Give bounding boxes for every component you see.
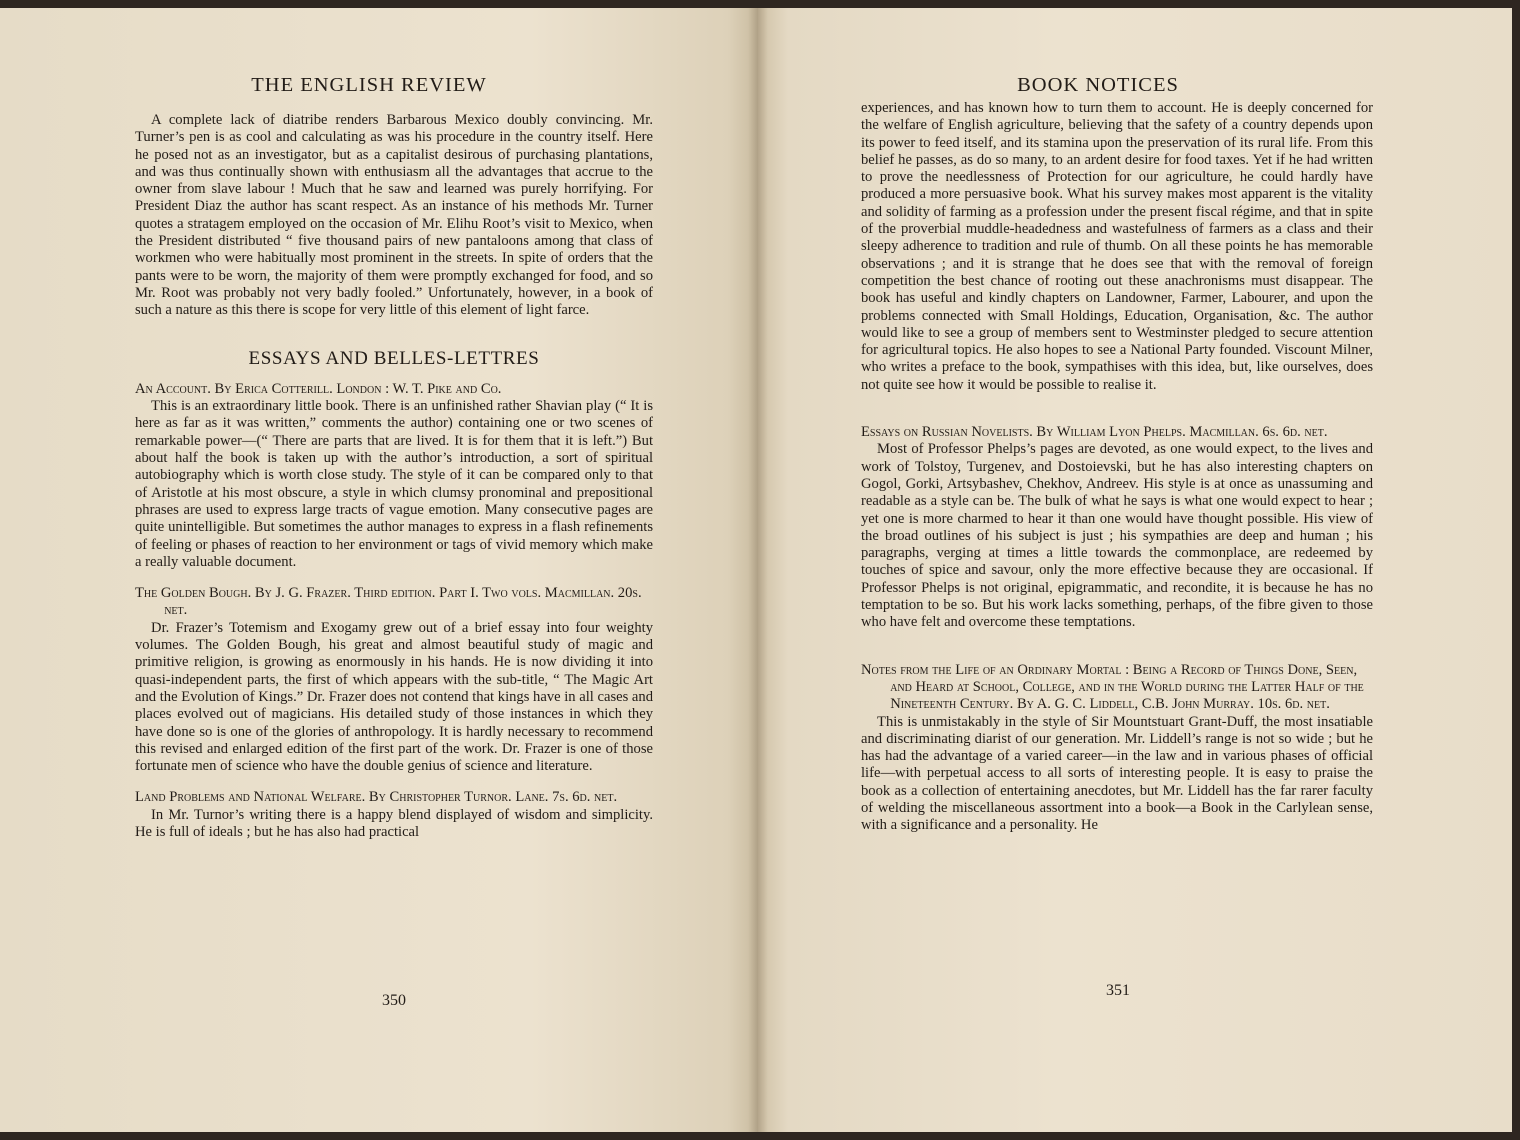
book-gutter: [748, 8, 768, 1132]
review-entry: [135, 789, 653, 841]
left-text-column: [135, 112, 653, 841]
left-page: [0, 8, 758, 1132]
entry-body: Dr. Frazer’s Totemism and Exogamy grew out of a brief essay into four weighty volumes. The Golden Bough, his great and almost beautiful study of magic and primitive religion, is growing as enormously in his hands. He is now dividing it into quasi-independent parts, the first of which appears with the sub-title, “ The Magic Art and the Evolution of Kings.” Dr. Frazer does not contend that kings have in all cases and places evolved out of magicians. His detailed study of those instances in which they have done so is one of the glories of anthropology. It is hardly necessary to recommend this revised and enlarged edition of the first part of the work. Dr. Frazer is one of those fortunate men of science who have the double genius of science and literature.: [135, 619, 653, 775]
review-entry: [135, 381, 653, 571]
running-head-right: BOOK NOTICES: [1017, 74, 1179, 96]
page-number-left: 350: [382, 992, 406, 1009]
page-number-right: 351: [1106, 982, 1130, 999]
entry-body: Most of Professor Phelps’s pages are devoted, as one would expect, to the lives and work of Tolstoy, Turgenev, and Dostoievski, but he has also interesting chapters on Gogol, Gorki, Artsybashev, Chekhov, Andreev. His style is at once as unassuming and readable as a style can be. The bulk of what he says is what one would expect to hear ; yet one is more charmed to hear it than one would have thought possible. His view of the broad outlines of his subject is just ; his sympathies are deep and human ; his paragraphs, verging at times a little towards the commonplace, are redeemed by touches of spice and savour, only the more effective because they are occasional. If Professor Phelps is not original, epigrammatic, and recondite, it is because he has no temptation to be so. But his work lacks something, perhaps, of the fibre given to those who have felt and overcome these temptations.: [861, 441, 1373, 631]
entry-body: This is an extraordinary little book. There is an unfinished rather Shavian play (“ It is here as far as it was written,” comments the author) containing one or two scenes of remarkable power—(“ There are parts that are lived. It is for them that it is left.”) But about half the book is taken up with the author’s introduction, a sort of spiritual autobiography which is worth close study. The style of it can be compared only to that of Aristotle at his most obscure, a style in which clumsy pronominal and prepositional phrases are used to express large tracts of vague emotion. Many consecutive pages are quite unintelligible. But sometimes the author manages to express in a flash refinements of feeling or phases of reaction to her environment or tags of vivid memory which make a really valuable document.: [135, 398, 653, 570]
review-entry: [861, 662, 1373, 835]
entry-heading: An Account. By Erica Cotterill. London : W. T. Pike and Co.: [135, 380, 502, 397]
review-entry: [135, 585, 653, 775]
right-text-column: [861, 100, 1373, 835]
continuation-paragraph-right: experiences, and has known how to turn them to account. He is deeply concerned for the welfare of English agriculture, believing that the safety of a country depends upon its power to feed itself, and its stamina upon the preservation of its rural life. From this belief he passes, as do so many, to an ardent desire for food taxes. Yet if he had written to prove the needlessness of Protection for our agriculture, he could hardly have produced a more persuasive book. What his survey makes most apparent is the vitality and solidity of farming as a profession under the present fiscal régime, and that in spite of the proverbial muddle-headedness and wastefulness of farmers as a class and their sleepy adherence to tradition and rule of thumb. On all these points he has memorable observations ; and it is strange that he does see that with the removal of foreign competition the best chance of rooting out these anachronisms must disappear. The book has useful and kindly chapters on Landowner, Farmer, Labourer, and upon the problems connected with Small Holdings, Education, Organisation, &c. The author would like to see a group of members sent to Westminster pledged to secure attention for agricultural topics. He also hopes to see a National Party founded. Viscount Milner, who writes a preface to the book, sympathises with this idea, but, like ourselves, does not quite see how it would be possible to realise it.: [861, 100, 1373, 393]
entry-body: In Mr. Turnor’s writing there is a happy blend displayed of wisdom and simplicity. He is full of ideals ; but he has also had practical: [135, 806, 653, 840]
entry-heading: Notes from the Life of an Ordinary Mortal : Being a Record of Things Done, Seen, and Heard at School, College, and in the World during the Latter Half of the Nineteenth Century. By A. G. C. Liddell, C.B. John Murray. 10s. 6d. net.: [861, 661, 1364, 713]
entry-heading: Land Problems and National Welfare. By Christopher Turnor. Lane. 7s. 6d. net.: [135, 789, 618, 806]
section-heading: ESSAYS AND BELLES-LETTRES: [248, 347, 540, 369]
continuation-paragraph-left: A complete lack of diatribe renders Barbarous Mexico doubly convincing. Mr. Turner’s pen is as cool and calculating as was his procedure in the country itself. Here he posed not as an investigator, but as a capitalist desirous of purchasing plantations, and was thus continually shown with enthusiasm all the advantages that accrue to the owner from slave labour ! Much that he saw and learned was purely horrifying. For President Diaz the author has scant respect. As an instance of his methods Mr. Turner quotes a stratagem employed on the occasion of Mr. Elihu Root’s visit to Mexico, when the President distributed “ five thousand pairs of new pantaloons among that class of workmen who were habitually most prominent in the streets. In spite of orders that the pants were to be worn, the majority of them were promptly exchanged for food, and so Mr. Root was probably not very badly fooled.” Unfortunately, however, in a book of such a nature as this there is scope for very little of this element of light farce.: [135, 112, 653, 319]
entry-heading: The Golden Bough. By J. G. Frazer. Third edition. Part I. Two vols. Macmillan. 20s. net.: [135, 585, 642, 619]
entry-heading: Essays on Russian Novelists. By William Lyon Phelps. Macmillan. 6s. 6d. net.: [861, 424, 1328, 441]
review-entry: [861, 424, 1373, 632]
right-page: [758, 8, 1512, 1132]
running-head-left: THE ENGLISH REVIEW: [251, 74, 487, 96]
entry-body: This is unmistakably in the style of Sir Mountstuart Grant-Duff, the most insatiable and discriminating diarist of our generation. Mr. Liddell’s range is not so wide ; but he has had the advantage of a varied career—in the law and in various phases of official life—with perpetual access to all sorts of interesting people. It is easy to praise the book as a collection of entertaining anecdotes, but Mr. Liddell has the far rarer faculty of welding the miscellaneous assortment into a book—a Book in the Carlylean sense, with a significance and a personality. He: [861, 713, 1373, 834]
